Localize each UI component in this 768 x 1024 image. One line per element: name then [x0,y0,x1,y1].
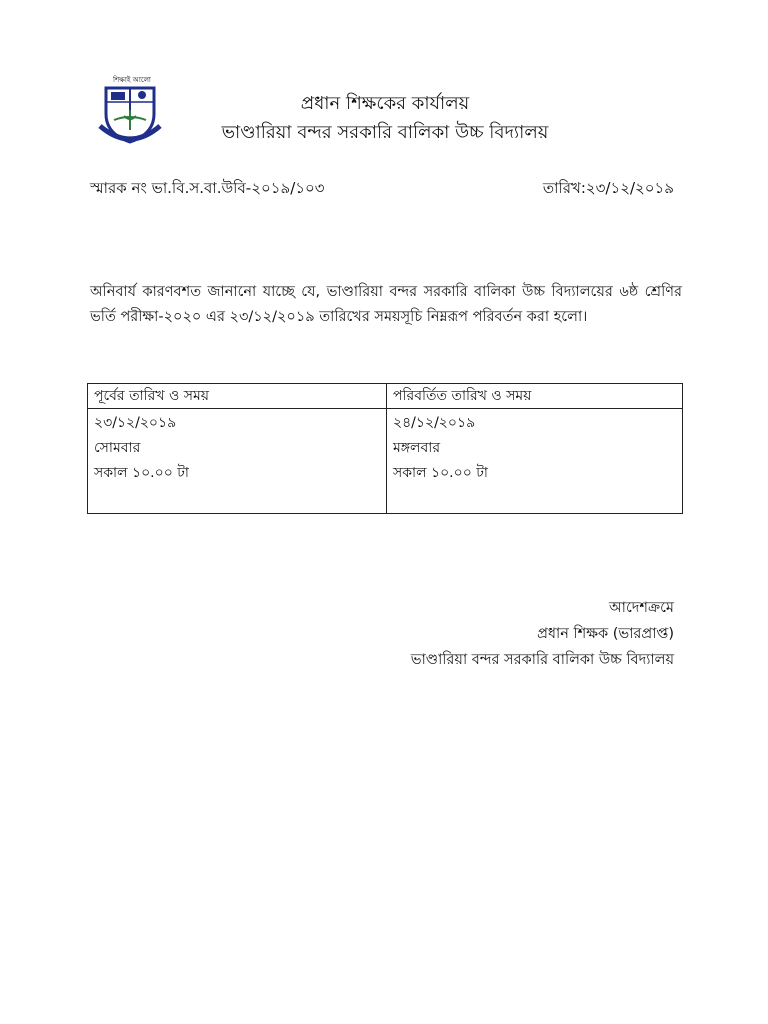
table-row [88,409,683,514]
previous-date: ২৩/১২/২০১৯ [94,415,177,431]
column-header-revised: পরিবর্তিত তারিখ ও সময় [387,384,683,409]
school-name: ভাণ্ডারিয়া বন্দর সরকারি বালিকা উচ্চ বিদ্যালয় [221,122,549,143]
previous-schedule-cell [88,409,387,514]
office-title: প্রধান শিক্ষকের কার্যালয় [300,93,470,114]
signature-order: আদেশক্রমে [609,600,674,616]
revised-date: ২৪/১২/২০১৯ [393,415,476,431]
schedule-table [87,383,683,514]
previous-time: সকাল ১০.০০ টা [94,465,189,481]
school-logo [94,76,166,148]
memo-number: স্মারক নং ভা.বি.স.বা.উবি-২০১৯/১০৩ [90,179,325,197]
logo-caption: শিক্ষাই আলো [113,76,151,84]
table-header-row [88,384,683,409]
previous-day: সোমবার [94,440,141,456]
revised-schedule-cell [387,409,683,514]
revised-time: সকাল ১০.০০ টা [393,465,488,481]
signature-institution: ভাণ্ডারিয়া বন্দর সরকারি বালিকা উচ্চ বিদ্যালয় [410,652,674,668]
notice-text: অনিবার্য কারণবশত জানানো যাচ্ছে যে, ভাণ্ডারিয়া বন্দর সরকারি বালিকা উচ্চ বিদ্যালয়ের ৬ষ্ঠ শ্রেণির ভর্তি পরীক্ষা-২০২০ এর ২৩/১২/২০১৯ তারিখের সময়সূচি নিম্নরূপ পরিবর্তন করা হলো। [90,284,682,325]
column-header-previous: পূর্বের তারিখ ও সময় [88,384,387,409]
revised-day: মঙ্গলবার [393,440,441,456]
memo-date: তারিখ:২৩/১২/২০১৯ [542,179,674,197]
signature-designation: প্রধান শিক্ষক (ভারপ্রাপ্ত) [537,626,674,642]
